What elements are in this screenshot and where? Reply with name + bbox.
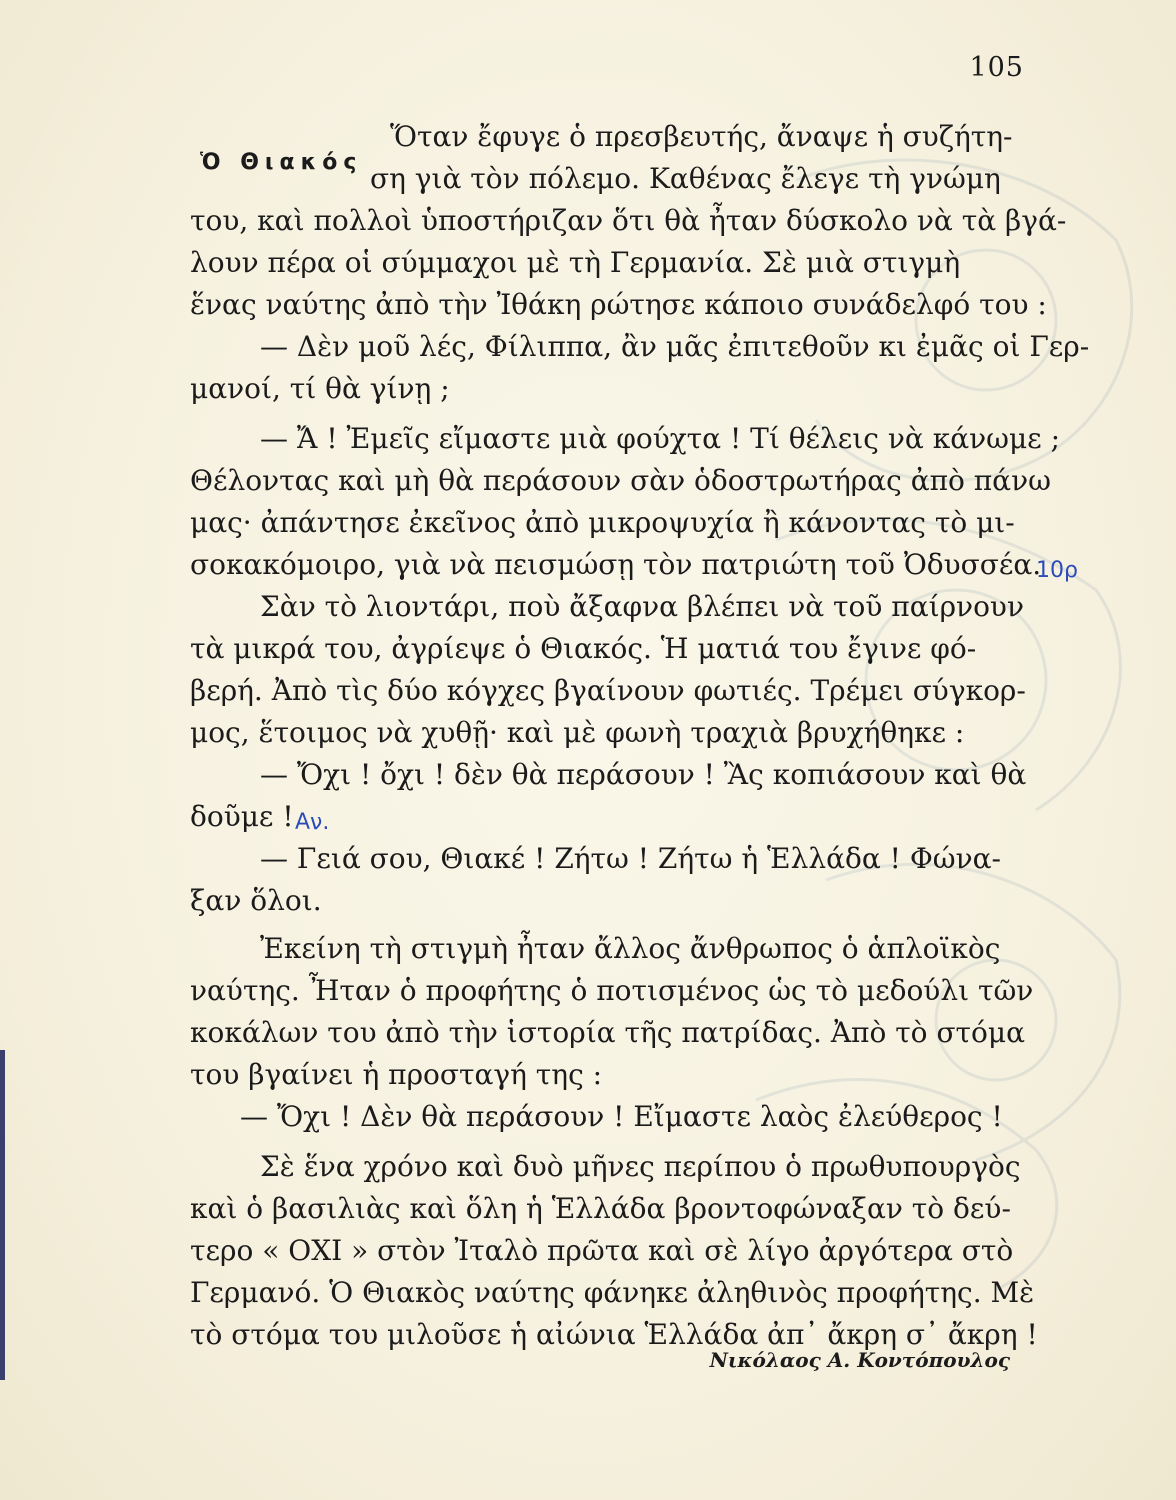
text-line: τὸ στόμα του μιλοῦσε ἡ αἰώνια Ἑλλάδα ἀπ᾽ ἄκρη σ᾽ ἄκρη ! <box>190 1318 1038 1351</box>
text-line: ναύτης. Ἦταν ὁ προφήτης ὁ ποτισμένος ὡς τὸ μεδούλι τῶν <box>190 974 1034 1007</box>
text-line: τὰ μικρά του, ἀγρίεψε ὁ Θιακός. Ἡ ματιά του ἔγινε φό- <box>190 632 977 665</box>
text-line: ἕνας ναύτης ἀπὸ τὴν Ἰθάκη ρώτησε κάποιο συνάδελφό του : <box>190 288 1047 321</box>
text-line: Σὲ ἕνα χρόνο καὶ δυὸ μῆνες περίπου ὁ πρωθυπουργὸς <box>260 1150 1021 1183</box>
author-signature: Νικόλαος Α. Κοντόπουλος <box>709 1348 1010 1372</box>
text-line: — Δὲν μοῦ λές, Φίλιππα, ἂν μᾶς ἐπιτεθοῦν κι ἐμᾶς οἱ Γερ- <box>260 330 1090 363</box>
section-side-title: Ὁ Θιακός <box>200 150 363 175</box>
text-line: κοκάλων του ἀπὸ τὴν ἱστορία τῆς πατρίδας. Ἀπὸ τὸ στόμα <box>190 1016 1026 1049</box>
handwritten-inline-note: Αν. <box>295 810 330 835</box>
text-line: Σὰν τὸ λιοντάρι, ποὺ ἄξαφνα βλέπει νὰ τοῦ παίρνουν <box>260 590 1024 623</box>
text-line: ση γιὰ τὸν πόλεμο. Καθένας ἔλεγε τὴ γνώμη <box>370 162 1001 195</box>
text-line: μανοί, τί θὰ γίνῃ ; <box>190 372 450 405</box>
binding-edge <box>0 1050 5 1380</box>
text-line: του βγαίνει ἡ προσταγή της : <box>190 1058 603 1091</box>
text-line: Ὅταν ἔφυγε ὁ πρεσβευτής, ἄναψε ἡ συζήτη- <box>390 120 1013 153</box>
text-line: βερή. Ἀπὸ τὶς δύο κόγχες βγαίνουν φωτιές. Τρέμει σύγκορ- <box>190 674 1026 707</box>
text-line: μος, ἕτοιμος νὰ χυθῇ· καὶ μὲ φωνὴ τραχιὰ βρυχήθηκε : <box>190 716 965 749</box>
text-line: Γερμανό. Ὁ Θιακὸς ναύτης φάνηκε ἀληθινὸς προφήτης. Μὲ <box>190 1276 1035 1309</box>
page-number: 105 <box>969 52 1024 83</box>
text-line: δοῦμε ! <box>190 800 294 833</box>
text-line: — Ἄ ! Ἐμεῖς εἴμαστε μιὰ φούχτα ! Τί θέλεις νὰ κάνωμε ; <box>260 422 1060 455</box>
text-line: λουν πέρα οἱ σύμμαχοι μὲ τὴ Γερμανία. Σὲ μιὰ στιγμὴ <box>190 246 961 279</box>
text-line: Ἐκείνη τὴ στιγμὴ ἦταν ἄλλος ἄνθρωπος ὁ ἁπλοϊκὸς <box>260 932 1001 965</box>
handwritten-margin-note: 10ρ <box>1036 558 1078 583</box>
text-line: — Ὄχι ! ὄχι ! δὲν θὰ περάσουν ! Ἂς κοπιάσουν καὶ θὰ <box>260 758 1027 791</box>
text-line: καὶ ὁ βασιλιὰς καὶ ὅλη ἡ Ἑλλάδα βροντοφώναξαν τὸ δεύ- <box>190 1192 1011 1225</box>
text-line: μας· ἀπάντησε ἐκεῖνος ἀπὸ μικροψυχία ἢ κάνοντας τὸ μι- <box>190 506 1015 539</box>
text-line: ξαν ὅλοι. <box>190 884 322 917</box>
text-line: τερο « ΟΧΙ » στὸν Ἰταλὸ πρῶτα καὶ σὲ λίγο ἀργότερα στὸ <box>190 1234 1014 1267</box>
text-line: — Ὄχι ! Δὲν θὰ περάσουν ! Εἴμαστε λαὸς ἐλεύθερος ! <box>240 1100 1003 1133</box>
text-line: του, καὶ πολλοὶ ὑποστήριζαν ὅτι θὰ ἦταν δύσκολο νὰ τὰ βγά- <box>190 204 1067 237</box>
text-line: Θέλοντας καὶ μὴ θὰ περάσουν σὰν ὁδοστρωτήρας ἀπὸ πάνω <box>190 464 1051 497</box>
text-line: — Γειά σου, Θιακέ ! Ζήτω ! Ζήτω ἡ Ἑλλάδα ! Φώνα- <box>260 842 1002 875</box>
text-line: σοκακόμοιρο, γιὰ νὰ πεισμώσῃ τὸν πατριώτη τοῦ Ὀδυσσέα. <box>190 548 1042 581</box>
